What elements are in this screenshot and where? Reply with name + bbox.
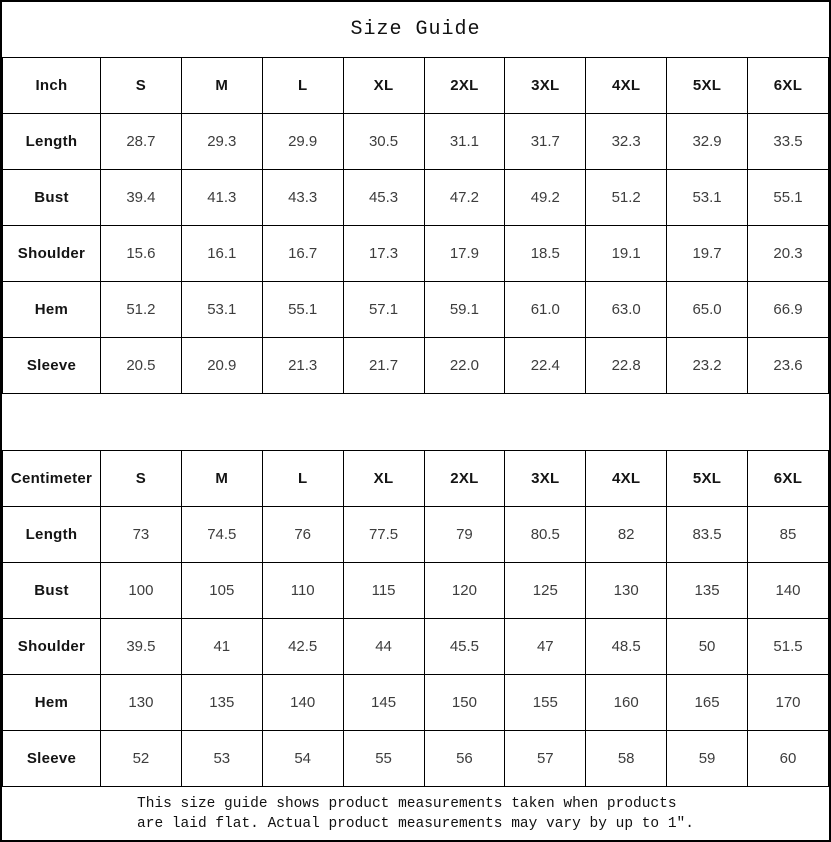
- measurement-row: [3, 619, 829, 675]
- measurement-value-cell: 100: [101, 563, 182, 619]
- measurement-value-cell: 32.9: [667, 114, 748, 170]
- measurement-value-cell: 63.0: [586, 282, 667, 338]
- footnote-text-block: [137, 794, 694, 834]
- size-header-cell: M: [181, 451, 262, 507]
- size-header-cell: 6XL: [748, 58, 829, 114]
- measurement-value-cell: 135: [667, 563, 748, 619]
- measurement-row: [3, 226, 829, 282]
- measurement-row: [3, 675, 829, 731]
- size-header-cell: L: [262, 58, 343, 114]
- size-header-cell: 2XL: [424, 451, 505, 507]
- measurement-value-cell: 41: [181, 619, 262, 675]
- footnote-line-1: This size guide shows product measurements taken when products: [137, 795, 677, 812]
- measurement-label-cell: Hem: [3, 282, 101, 338]
- measurement-label-cell: Bust: [3, 170, 101, 226]
- unit-header-cell: Centimeter: [3, 451, 101, 507]
- measurement-value-cell: 47.2: [424, 170, 505, 226]
- measurement-value-cell: 16.7: [262, 226, 343, 282]
- measurement-value-cell: 150: [424, 675, 505, 731]
- measurement-label-cell: Hem: [3, 675, 101, 731]
- measurement-value-cell: 130: [101, 675, 182, 731]
- measurement-value-cell: 23.2: [667, 338, 748, 394]
- size-header-cell: 4XL: [586, 58, 667, 114]
- measurement-value-cell: 79: [424, 507, 505, 563]
- measurement-label-cell: Sleeve: [3, 338, 101, 394]
- measurement-value-cell: 21.7: [343, 338, 424, 394]
- measurement-row: [3, 338, 829, 394]
- measurement-value-cell: 57.1: [343, 282, 424, 338]
- measurement-value-cell: 82: [586, 507, 667, 563]
- measurement-value-cell: 170: [748, 675, 829, 731]
- measurement-value-cell: 55.1: [262, 282, 343, 338]
- measurement-value-cell: 20.3: [748, 226, 829, 282]
- measurement-value-cell: 59: [667, 731, 748, 787]
- measurement-value-cell: 51.2: [586, 170, 667, 226]
- measurement-value-cell: 80.5: [505, 507, 586, 563]
- measurement-value-cell: 165: [667, 675, 748, 731]
- measurement-value-cell: 66.9: [748, 282, 829, 338]
- measurement-value-cell: 83.5: [667, 507, 748, 563]
- measurement-label-cell: Length: [3, 114, 101, 170]
- measurement-value-cell: 45.5: [424, 619, 505, 675]
- measurement-value-cell: 29.9: [262, 114, 343, 170]
- measurement-value-cell: 23.6: [748, 338, 829, 394]
- measurement-value-cell: 55: [343, 731, 424, 787]
- measurement-value-cell: 43.3: [262, 170, 343, 226]
- size-header-cell: 5XL: [667, 58, 748, 114]
- size-header-row: [3, 58, 829, 114]
- measurement-value-cell: 33.5: [748, 114, 829, 170]
- measurement-value-cell: 110: [262, 563, 343, 619]
- measurement-value-cell: 20.5: [101, 338, 182, 394]
- measurement-value-cell: 53.1: [667, 170, 748, 226]
- measurement-value-cell: 28.7: [101, 114, 182, 170]
- measurement-value-cell: 22.8: [586, 338, 667, 394]
- measurement-value-cell: 56: [424, 731, 505, 787]
- size-header-cell: 4XL: [586, 451, 667, 507]
- measurement-label-cell: Sleeve: [3, 731, 101, 787]
- footnote-line-2: are laid flat. Actual product measurements may vary by up to 1″.: [137, 815, 694, 832]
- size-header-cell: 6XL: [748, 451, 829, 507]
- size-header-cell: XL: [343, 58, 424, 114]
- size-header-cell: 2XL: [424, 58, 505, 114]
- measurement-value-cell: 22.0: [424, 338, 505, 394]
- measurement-value-cell: 61.0: [505, 282, 586, 338]
- size-header-cell: 3XL: [505, 451, 586, 507]
- measurement-value-cell: 31.7: [505, 114, 586, 170]
- measurement-row: [3, 731, 829, 787]
- measurement-label-cell: Shoulder: [3, 226, 101, 282]
- measurement-value-cell: 52: [101, 731, 182, 787]
- measurement-value-cell: 76: [262, 507, 343, 563]
- measurement-value-cell: 115: [343, 563, 424, 619]
- measurement-row: [3, 563, 829, 619]
- measurement-value-cell: 140: [748, 563, 829, 619]
- measurement-label-cell: Length: [3, 507, 101, 563]
- size-header-cell: 3XL: [505, 58, 586, 114]
- size-guide-footnote: [2, 787, 829, 840]
- measurement-value-cell: 145: [343, 675, 424, 731]
- measurement-value-cell: 53: [181, 731, 262, 787]
- measurement-value-cell: 55.1: [748, 170, 829, 226]
- measurement-value-cell: 44: [343, 619, 424, 675]
- centimeter-size-table: [2, 450, 829, 787]
- measurement-value-cell: 155: [505, 675, 586, 731]
- measurement-value-cell: 39.4: [101, 170, 182, 226]
- unit-header-cell: Inch: [3, 58, 101, 114]
- measurement-value-cell: 30.5: [343, 114, 424, 170]
- measurement-row: [3, 507, 829, 563]
- measurement-value-cell: 21.3: [262, 338, 343, 394]
- table-spacer: [2, 394, 829, 450]
- measurement-value-cell: 85: [748, 507, 829, 563]
- measurement-value-cell: 45.3: [343, 170, 424, 226]
- measurement-value-cell: 47: [505, 619, 586, 675]
- measurement-value-cell: 41.3: [181, 170, 262, 226]
- measurement-row: [3, 114, 829, 170]
- size-header-cell: M: [181, 58, 262, 114]
- measurement-value-cell: 51.5: [748, 619, 829, 675]
- measurement-value-cell: 105: [181, 563, 262, 619]
- measurement-value-cell: 19.7: [667, 226, 748, 282]
- measurement-value-cell: 31.1: [424, 114, 505, 170]
- measurement-label-cell: Shoulder: [3, 619, 101, 675]
- measurement-value-cell: 16.1: [181, 226, 262, 282]
- measurement-value-cell: 73: [101, 507, 182, 563]
- measurement-value-cell: 20.9: [181, 338, 262, 394]
- measurement-value-cell: 51.2: [101, 282, 182, 338]
- measurement-value-cell: 42.5: [262, 619, 343, 675]
- measurement-value-cell: 17.3: [343, 226, 424, 282]
- measurement-value-cell: 19.1: [586, 226, 667, 282]
- measurement-value-cell: 32.3: [586, 114, 667, 170]
- measurement-value-cell: 59.1: [424, 282, 505, 338]
- measurement-value-cell: 60: [748, 731, 829, 787]
- measurement-value-cell: 53.1: [181, 282, 262, 338]
- size-header-cell: S: [101, 451, 182, 507]
- measurement-value-cell: 125: [505, 563, 586, 619]
- measurement-value-cell: 130: [586, 563, 667, 619]
- measurement-value-cell: 29.3: [181, 114, 262, 170]
- measurement-value-cell: 77.5: [343, 507, 424, 563]
- measurement-value-cell: 39.5: [101, 619, 182, 675]
- measurement-value-cell: 74.5: [181, 507, 262, 563]
- measurement-value-cell: 17.9: [424, 226, 505, 282]
- measurement-value-cell: 160: [586, 675, 667, 731]
- measurement-value-cell: 58: [586, 731, 667, 787]
- measurement-value-cell: 140: [262, 675, 343, 731]
- size-header-cell: 5XL: [667, 451, 748, 507]
- measurement-value-cell: 15.6: [101, 226, 182, 282]
- inch-size-table: [2, 57, 829, 394]
- measurement-value-cell: 57: [505, 731, 586, 787]
- measurement-label-cell: Bust: [3, 563, 101, 619]
- measurement-value-cell: 22.4: [505, 338, 586, 394]
- measurement-value-cell: 135: [181, 675, 262, 731]
- measurement-value-cell: 54: [262, 731, 343, 787]
- measurement-value-cell: 120: [424, 563, 505, 619]
- size-header-row: [3, 451, 829, 507]
- measurement-value-cell: 48.5: [586, 619, 667, 675]
- measurement-value-cell: 49.2: [505, 170, 586, 226]
- size-header-cell: S: [101, 58, 182, 114]
- measurement-value-cell: 50: [667, 619, 748, 675]
- size-header-cell: L: [262, 451, 343, 507]
- measurement-value-cell: 65.0: [667, 282, 748, 338]
- measurement-row: [3, 170, 829, 226]
- measurement-row: [3, 282, 829, 338]
- measurement-value-cell: 18.5: [505, 226, 586, 282]
- size-guide-title: Size Guide: [350, 18, 481, 41]
- size-header-cell: XL: [343, 451, 424, 507]
